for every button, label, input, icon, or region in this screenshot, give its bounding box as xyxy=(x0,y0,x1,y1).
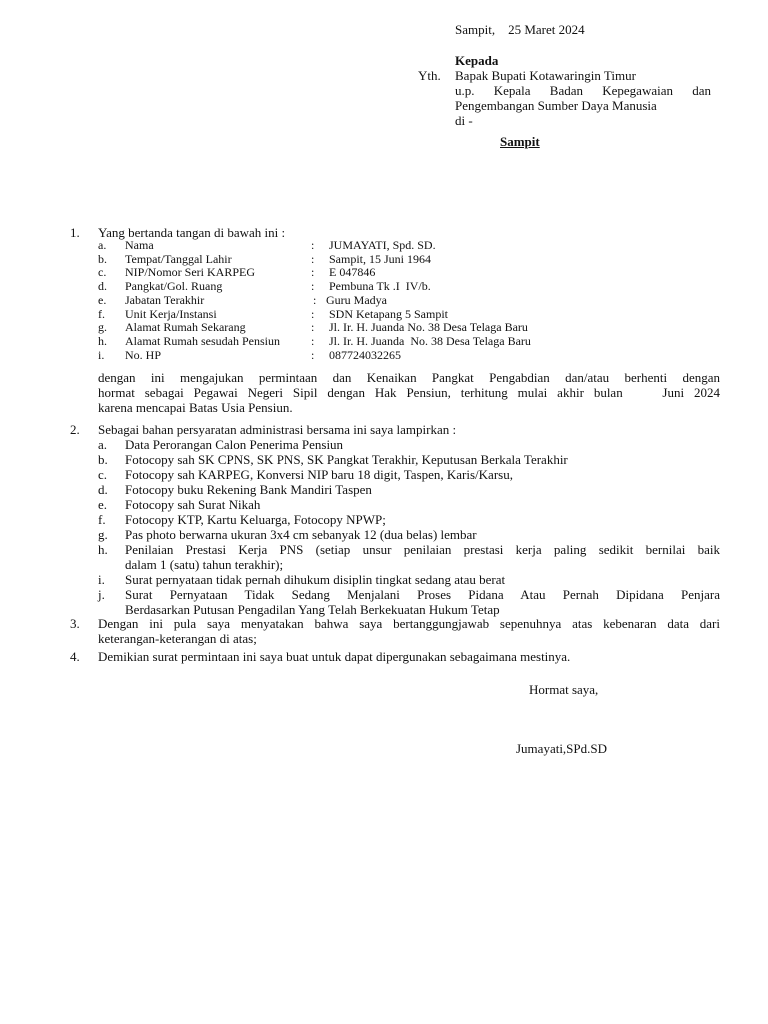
field-colon: : xyxy=(311,333,315,348)
attachment-item xyxy=(0,512,768,527)
identity-field-row xyxy=(0,253,768,267)
identity-field-row xyxy=(0,308,768,322)
place-date: Sampit, 25 Maret 2024 xyxy=(455,22,585,37)
addressee-line: u.p. Kepala Badan Kepegawaian dan xyxy=(455,83,711,98)
item-letter: a. xyxy=(98,437,108,452)
kepada-label: Kepada xyxy=(455,53,499,68)
identity-field-row xyxy=(0,280,768,294)
identity-field-row xyxy=(0,335,768,349)
addressee-line: Pengembangan Sumber Daya Manusia xyxy=(455,98,657,113)
field-value: Pembuna Tk .I IV/b. xyxy=(329,279,431,294)
field-value: 087724032265 xyxy=(329,347,401,362)
item-text: Fotocopy sah KARPEG, Konversi NIP baru 18 digit, Taspen, Karis/Karsu, xyxy=(125,467,513,482)
item-letter: e. xyxy=(98,497,108,512)
field-label: Unit Kerja/Instansi xyxy=(125,306,217,321)
attachment-item xyxy=(0,452,768,467)
item-letter: g. xyxy=(98,527,108,542)
section-number: 1. xyxy=(70,225,80,240)
item-text: Data Perorangan Calon Penerima Pensiun xyxy=(125,437,344,452)
signatory-name: Jumayati,SPd.SD xyxy=(516,741,608,756)
addressee-city: Sampit xyxy=(500,134,540,149)
section-number: 3. xyxy=(70,616,80,631)
field-colon: : xyxy=(311,279,315,294)
section-number: 4. xyxy=(70,649,80,664)
field-label: Jabatan Terakhir xyxy=(125,292,205,307)
field-label: Nama xyxy=(125,238,154,252)
field-colon: : xyxy=(311,265,315,280)
identity-fields xyxy=(0,239,768,365)
attachment-item xyxy=(0,572,768,587)
yth-label: Yth. xyxy=(418,68,441,83)
identity-field-row xyxy=(0,266,768,280)
field-label: Tempat/Tanggal Lahir xyxy=(125,251,232,266)
field-value: JUMAYATI, Spd. SD. xyxy=(329,238,436,252)
field-label: No. HP xyxy=(125,347,162,362)
item-letter: i. xyxy=(98,572,105,587)
field-label: Pangkat/Gol. Ruang xyxy=(125,279,223,294)
field-letter: g. xyxy=(98,320,107,335)
field-colon: : xyxy=(311,306,315,321)
field-label: Alamat Rumah Sekarang xyxy=(125,320,246,335)
item-text: Surat pernyataan tidak pernah dihukum disiplin tingkat sedang atau berat xyxy=(125,572,506,587)
field-letter: a. xyxy=(98,238,107,252)
field-letter: h. xyxy=(98,333,107,348)
field-value: Sampit, 15 Juni 1964 xyxy=(329,251,432,266)
attachment-item xyxy=(0,482,768,497)
item-text-continued: Berdasarkan Putusan Pengadilan Yang Telah Berkekuatan Hukum Tetap xyxy=(125,602,500,617)
field-letter: c. xyxy=(98,265,107,280)
addressee-line: Bapak Bupati Kotawaringin Timur xyxy=(455,68,636,83)
field-colon: : xyxy=(311,320,315,335)
item-letter: f. xyxy=(98,512,106,527)
section1-intro: Yang bertanda tangan di bawah ini : xyxy=(98,225,286,240)
item-letter: j. xyxy=(98,587,105,602)
field-letter: i. xyxy=(98,347,105,362)
field-label: Alamat Rumah sesudah Pensiun xyxy=(125,333,280,348)
closing-statement: Demikian surat permintaan ini saya buat untuk dapat dipergunakan sebagaimana mestinya. xyxy=(98,649,571,664)
field-value: Jl. Ir. H. Juanda No. 38 Desa Telaga Baru xyxy=(329,320,528,335)
field-value: E 047846 xyxy=(329,265,376,280)
item-text: Surat Pernyataan Tidak Sedang Menjalani Proses Pidana Atau Pernah Dipidana Penjara xyxy=(125,587,720,602)
addressee-line: di - xyxy=(455,113,473,128)
statement-line: keterangan-keterangan di atas; xyxy=(98,631,257,646)
attachment-item xyxy=(0,497,768,512)
field-value: SDN Ketapang 5 Sampit xyxy=(329,306,448,321)
item-text: Fotocopy KTP, Kartu Keluarga, Fotocopy NPWP; xyxy=(125,512,386,527)
item-letter: b. xyxy=(98,452,108,467)
field-letter: e. xyxy=(98,292,107,307)
item-text-continued: dalam 1 (satu) tahun terakhir); xyxy=(125,557,284,572)
request-paragraph-line: dengan ini mengajukan permintaan dan Kenaikan Pangkat Pengabdian dan/atau berhenti dengan xyxy=(98,370,720,385)
field-colon: : xyxy=(311,347,315,362)
closing-salutation: Hormat saya, xyxy=(529,682,599,697)
item-text: Fotocopy sah Surat Nikah xyxy=(125,497,261,512)
item-letter: c. xyxy=(98,467,108,482)
attachment-item xyxy=(0,527,768,542)
field-letter: b. xyxy=(98,251,107,266)
field-colon: : xyxy=(311,238,315,252)
attachment-item xyxy=(0,587,768,617)
identity-field-row xyxy=(0,321,768,335)
statement-line: Dengan ini pula saya menyatakan bahwa saya bertanggungjawab sepenuhnya atas kebenaran data dari xyxy=(98,616,720,631)
item-text: Penilaian Prestasi Kerja PNS (setiap unsur penilaian prestasi kerja paling sedikit bernilai baik xyxy=(125,542,720,557)
identity-field-row xyxy=(0,239,768,253)
attachment-list xyxy=(0,437,768,617)
field-colon: : xyxy=(311,251,315,266)
attachment-item xyxy=(0,542,768,572)
field-value: Guru Madya xyxy=(326,292,387,307)
item-text: Pas photo berwarna ukuran 3x4 cm sebanyak 12 (dua belas) lembar xyxy=(125,527,477,542)
field-colon: : xyxy=(313,292,317,307)
item-text: Fotocopy sah SK CPNS, SK PNS, SK Pangkat Terakhir, Keputusan Berkala Terakhir xyxy=(125,452,568,467)
field-value: Jl. Ir. H. Juanda No. 38 Desa Telaga Baru xyxy=(329,333,531,348)
field-letter: d. xyxy=(98,279,107,294)
field-label: NIP/Nomor Seri KARPEG xyxy=(125,265,256,280)
request-paragraph-line: karena mencapai Batas Usia Pensiun. xyxy=(98,400,293,415)
identity-field-row xyxy=(0,349,768,363)
field-letter: f. xyxy=(98,306,105,321)
item-text: Fotocopy buku Rekening Bank Mandiri Taspen xyxy=(125,482,372,497)
section2-intro: Sebagai bahan persyaratan administrasi bersama ini saya lampirkan : xyxy=(98,422,457,437)
attachment-item xyxy=(0,437,768,452)
identity-field-row xyxy=(0,294,768,308)
item-letter: h. xyxy=(98,542,108,557)
attachment-item xyxy=(0,467,768,482)
request-paragraph-line: hormat sebagai Pegawai Negeri Sipil dengan Hak Pensiun, terhitung mulai akhir bulan Juni 2024 xyxy=(98,385,720,400)
item-letter: d. xyxy=(98,482,108,497)
section-number: 2. xyxy=(70,422,80,437)
